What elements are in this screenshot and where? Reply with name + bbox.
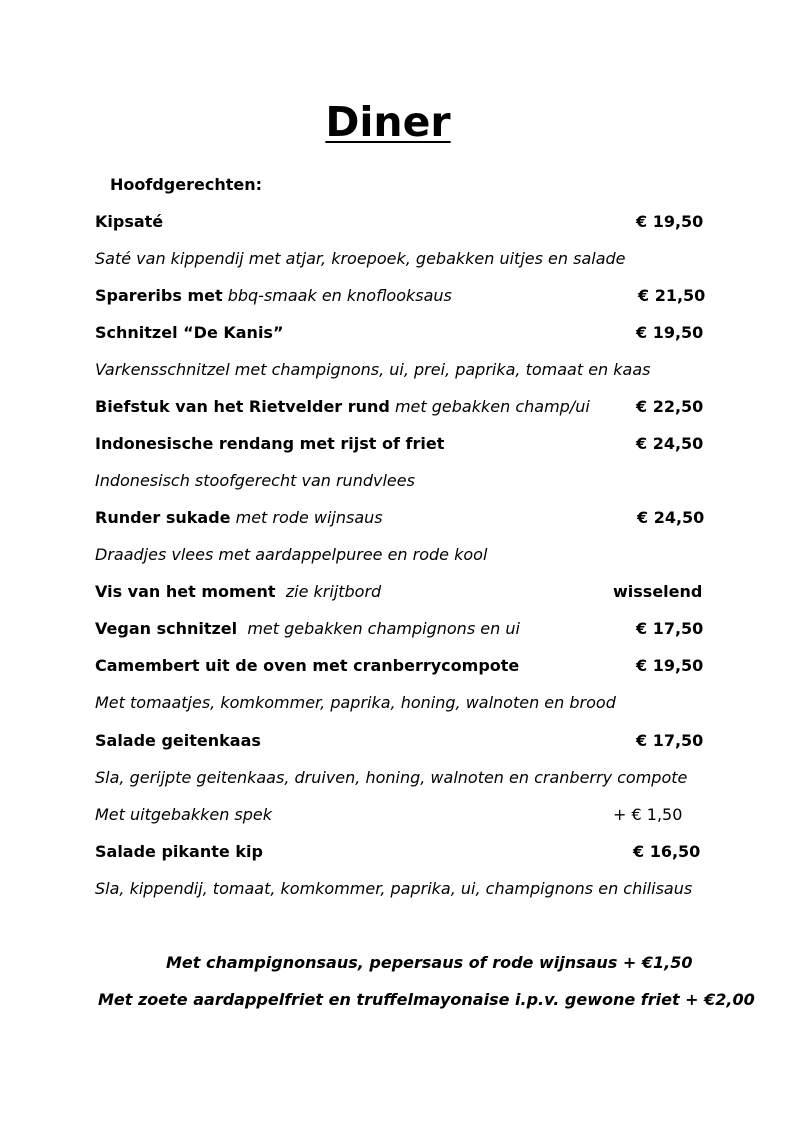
menu-item-price: € 16,50 [633, 842, 701, 861]
menu-item-name: Vegan schnitzel met gebakken champignons en ui [95, 619, 520, 638]
menu-item-extra: Met uitgebakken spek [95, 805, 273, 824]
menu-item-price: € 19,50 [636, 323, 704, 342]
menu-item-price: € 19,50 [636, 656, 704, 675]
menu-item-price: wisselend [613, 582, 703, 601]
page-title: Diner [325, 98, 451, 146]
menu-item-name: Spareribs met bbq-smaak en knoflooksaus [95, 286, 452, 305]
menu-item-name: Indonesische rendang met rijst of friet [95, 434, 445, 453]
menu-item-description: Draadjes vlees met aardappelpuree en rode kool [95, 545, 488, 564]
menu-item-price: € 24,50 [637, 508, 705, 527]
menu-item-description: Met tomaatjes, komkommer, paprika, honing, walnoten en brood [95, 693, 616, 712]
menu-item-description: Saté van kippendij met atjar, kroepoek, gebakken uitjes en salade [95, 249, 626, 268]
menu-item-name: Biefstuk van het Rietvelder rund met gebakken champ/ui [95, 397, 590, 416]
menu-item-name: Vis van het moment zie krijtbord [95, 582, 382, 601]
menu-item-description: Sla, gerijpte geitenkaas, druiven, honing, walnoten en cranberry compote [95, 768, 688, 787]
sauce-note: Met champignonsaus, pepersaus of rode wijnsaus + €1,50 [166, 953, 693, 972]
section-heading: Hoofdgerechten: [110, 175, 262, 194]
menu-item-description: Sla, kippendij, tomaat, komkommer, paprika, ui, champignons en chilisaus [95, 879, 693, 898]
fries-note: Met zoete aardappelfriet en truffelmayonaise i.p.v. gewone friet + €2,00 [98, 990, 755, 1009]
menu-item-name: Schnitzel “De Kanis” [95, 323, 284, 342]
menu-item-price: + € 1,50 [613, 805, 683, 824]
menu-item-price: € 17,50 [636, 731, 704, 750]
menu-item-price: € 24,50 [636, 434, 704, 453]
menu-item-description: Varkensschnitzel met champignons, ui, prei, paprika, tomaat en kaas [95, 360, 651, 379]
menu-item-name: Runder sukade met rode wijnsaus [95, 508, 383, 527]
menu-item-price: € 19,50 [636, 212, 704, 231]
menu-item-price: € 22,50 [636, 397, 704, 416]
menu-item-price: € 21,50 [638, 286, 706, 305]
menu-item-description: Indonesisch stoofgerecht van rundvlees [95, 471, 415, 490]
menu-item-name: Salade pikante kip [95, 842, 263, 861]
menu-item-name: Camembert uit de oven met cranberrycompote [95, 656, 520, 675]
menu-item-name: Kipsaté [95, 212, 164, 231]
menu-item-price: € 17,50 [636, 619, 704, 638]
menu-item-name: Salade geitenkaas [95, 731, 261, 750]
